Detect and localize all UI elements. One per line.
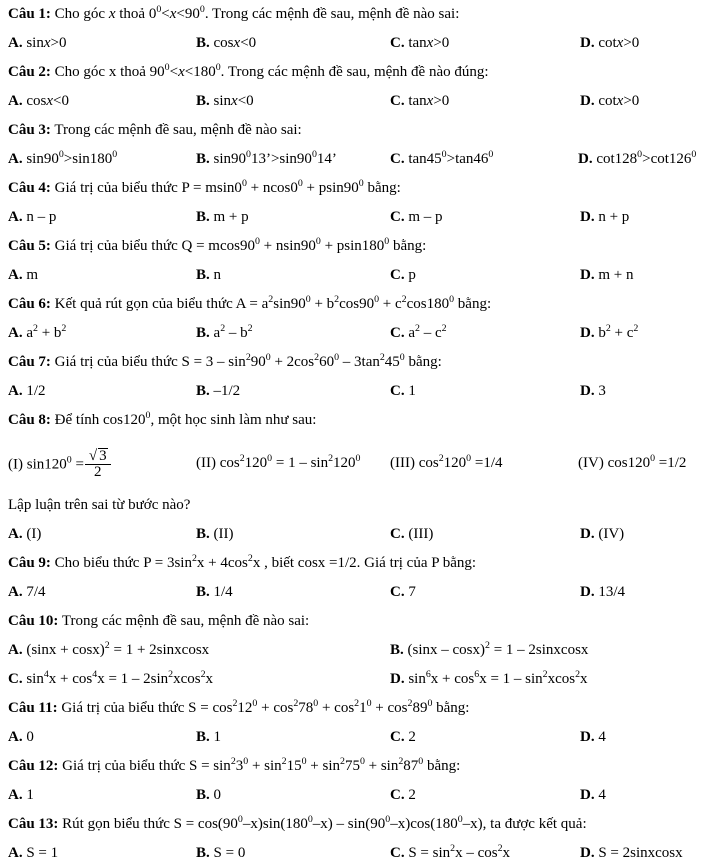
question-line-cau-4 [0, 174, 718, 203]
options-row-cau-7 [0, 377, 718, 406]
options-row-cau-9 [0, 578, 718, 607]
option-cau-4-d[interactable]: D. n + p [580, 209, 630, 225]
step-ii: (II) $\cos^2120^0 = 1 - \sin^2120^0$ [196, 453, 361, 471]
question-label: Câu 13: [8, 816, 59, 832]
question-line-cau-11 [0, 694, 718, 723]
question-line-cau-10 [0, 607, 718, 636]
option-cau-11-b[interactable]: B. 1 [196, 729, 222, 745]
question-label: Câu 12: [8, 758, 59, 774]
option-cau-12-b[interactable]: B. 0 [196, 787, 222, 803]
option-cau-12-d[interactable]: D. 4 [580, 787, 606, 803]
option-cau-2-a[interactable]: A. cosx<0 [8, 93, 69, 109]
option-cau-3-b[interactable]: B. $\sin 90^013’>\sin 90^014$’ [196, 149, 337, 167]
options-row-cau-13 [0, 839, 718, 868]
option-cau-2-d[interactable]: D. cotx>0 [580, 93, 640, 109]
option-cau-8-a[interactable]: A. (I) [8, 526, 42, 542]
option-cau-6-b[interactable]: B. $a^2 - b^2$ [196, 323, 253, 341]
option-cau-9-c[interactable]: C. 7 [390, 584, 416, 600]
option-cau-4-b[interactable]: B. m + p [196, 209, 249, 225]
options-row-cau-12 [0, 781, 718, 810]
option-cau-13-c[interactable]: C. $S = \sin^2x - \cos^2x$ [390, 843, 511, 861]
question-label: Câu 7: [8, 354, 51, 370]
option-cau-7-b[interactable]: B. –1/2 [196, 383, 241, 399]
option-cau-3-a[interactable]: A. $\sin 90^0>\sin 180^0$ [8, 149, 118, 167]
option-cau-9-b[interactable]: B. 1/4 [196, 584, 233, 600]
option-cau-5-c[interactable]: C. p [390, 267, 416, 283]
followup-question-cau-8: Lập luận trên sai từ bước nào? [8, 497, 191, 513]
option-cau-7-d[interactable]: D. 3 [580, 383, 606, 399]
question-text: Cho góc x thoả $90^0<x<180^0$. Trong các mệnh đề sau, mệnh đề nào đúng: [54, 62, 489, 80]
question-line-cau-3 [0, 116, 718, 145]
options-row-cau-10-bottom [0, 665, 718, 694]
option-cau-10-d[interactable]: D. $\sin^6x + \cos^6x = 1 - \sin^2xcos^2x$ [390, 669, 588, 687]
option-cau-4-c[interactable]: C. m – p [390, 209, 443, 225]
step-i: (I) $\sin 120^0$ = $\frac{√ 3}{2}$ [8, 449, 112, 482]
option-cau-13-d[interactable]: D. S = 2sinxcosx [580, 845, 683, 861]
option-cau-13-a[interactable]: A. S = 1 [8, 845, 59, 861]
question-text: Cho biểu thức $P = 3\sin^2x + 4\cos^2x$ , biết cosx =1/2. Giá trị của P bằng: [54, 553, 477, 571]
question-text: Kết quả rút gọn của biểu thức $A = a^2\sin 90^0 + b^2\cos 90^0 + c^2\cos 180^0$ bằng: [54, 294, 492, 312]
option-cau-1-a[interactable]: A. sinx>0 [8, 35, 67, 51]
option-cau-12-c[interactable]: C. 2 [390, 787, 416, 803]
question-line-cau-2 [0, 58, 718, 87]
question-text: Giá trị của biểu thức $S = \sin^23^0 + \sin^215^0 + \sin^275^0 + \sin^287^0$ bằng: [62, 756, 461, 774]
option-cau-6-d[interactable]: D. $b^2 + c^2$ [580, 323, 639, 341]
option-cau-8-b[interactable]: B. (II) [196, 526, 234, 542]
option-cau-1-d[interactable]: D. cotx>0 [580, 35, 640, 51]
question-label: Câu 2: [8, 64, 51, 80]
question-line-cau-13 [0, 810, 718, 839]
option-cau-4-a[interactable]: A. n – p [8, 209, 57, 225]
question-label: Câu 1: [8, 6, 51, 22]
option-cau-11-c[interactable]: C. 2 [390, 729, 416, 745]
options-row-cau-8 [0, 520, 718, 549]
option-cau-2-c[interactable]: C. tanx>0 [390, 93, 450, 109]
option-cau-13-b[interactable]: B. S = 0 [196, 845, 246, 861]
options-row-cau-11 [0, 723, 718, 752]
options-row-cau-10-top [0, 636, 718, 665]
question-label: Câu 11: [8, 700, 58, 716]
options-row-cau-3 [0, 145, 718, 174]
option-cau-5-a[interactable]: A. m [8, 267, 39, 283]
option-cau-10-b[interactable]: B. (sinx – cosx)$^2$ = 1 – 2sinxcosx [390, 640, 589, 658]
question-line-cau-1 [0, 0, 718, 29]
option-cau-3-c[interactable]: C. $\tan 45^0>\tan 46^0$ [390, 149, 494, 167]
option-cau-8-d[interactable]: D. (IV) [580, 526, 625, 542]
question-text: Trong các mệnh đề sau, mệnh đề nào sai: [54, 122, 302, 138]
option-cau-7-a[interactable]: A. 1/2 [8, 383, 46, 399]
options-row-cau-5 [0, 261, 718, 290]
question-text: Giá trị của biểu thức $Q = mcos90^0 + nsin90^0 + psin180^0$ bằng: [54, 236, 427, 254]
option-cau-10-a[interactable]: A. $(\sin x + \cos x)^2 = 1$ + 2sinxcosx [8, 640, 210, 658]
question-line-cau-6 [0, 290, 718, 319]
option-cau-5-d[interactable]: D. m + n [580, 267, 634, 283]
step-iv: (IV) $\cos 120^0 =1/2$ [578, 453, 687, 471]
question-label: Câu 10: [8, 613, 59, 629]
question-text: Trong các mệnh đề sau, mệnh đề nào sai: [61, 613, 310, 629]
option-cau-1-c[interactable]: C. tanx>0 [390, 35, 450, 51]
option-cau-5-b[interactable]: B. n [196, 267, 222, 283]
question-text: Để tính $\cos 120^0$, một học sinh làm như sau: [54, 410, 317, 428]
options-row-cau-4 [0, 203, 718, 232]
question-line-cau-9 [0, 549, 718, 578]
question-text: Cho góc x thoả $0^0<x<90^0$. Trong các mệnh đề sau, mệnh đề nào sai: [54, 4, 460, 22]
step-iii: (III) $\cos^2120^0 =1/4$ [390, 453, 503, 471]
question-label: Câu 5: [8, 238, 51, 254]
option-cau-11-a[interactable]: A. 0 [8, 729, 34, 745]
option-cau-8-c[interactable]: C. (III) [390, 526, 434, 542]
option-cau-12-a[interactable]: A. 1 [8, 787, 34, 803]
question-label: Câu 8: [8, 412, 51, 428]
question-label: Câu 4: [8, 180, 51, 196]
option-cau-2-b[interactable]: B. sinx<0 [196, 93, 254, 109]
question-line-cau-12 [0, 752, 718, 781]
question-label: Câu 9: [8, 555, 51, 571]
options-row-cau-6 [0, 319, 718, 348]
question-line-cau-5 [0, 232, 718, 261]
option-cau-11-d[interactable]: D. 4 [580, 729, 606, 745]
options-row-cau-1 [0, 29, 718, 58]
option-cau-9-d[interactable]: D. 13/4 [580, 584, 626, 600]
fraction-sqrt3-over-2: $\frac{√ 3}{2}$ [85, 448, 111, 481]
option-cau-6-a[interactable]: A. $a^2 + b^2$ [8, 323, 67, 341]
question-label: Câu 6: [8, 296, 51, 312]
question-text: Rút gọn biểu thức $S = \cos(90^0-x)\sin(180^0-x) - \sin(90^0-x)\cos(180^0-x)$, ta được kết quả: [62, 814, 587, 832]
question-line-cau-8 [0, 406, 718, 435]
question-line-cau-7 [0, 348, 718, 377]
option-cau-3-d[interactable]: D. $\cot 128^0>\cot 126^0$ [578, 149, 697, 167]
question-text: Giá trị của biểu thức $S = \cos^212^0 + \cos^278^0 + \cos^21^0 + \cos^289^0$ bằng: [61, 698, 470, 716]
option-cau-7-c[interactable]: C. 1 [390, 383, 416, 399]
option-cau-6-c[interactable]: C. $a^2 - c^2$ [390, 323, 447, 341]
option-cau-1-b[interactable]: B. cosx<0 [196, 35, 257, 51]
worked-steps-cau-8 [0, 435, 718, 491]
option-cau-10-c[interactable]: C. $\sin^4x + \cos^4x = 1 - 2\sin^2xcos^2x$ [8, 669, 214, 687]
question-text: Giá trị của biểu thức $P = msin0^0 + ncos0^0 + psin90^0$ bằng: [54, 178, 401, 196]
question-text: Giá trị của biểu thức $S = 3 - \sin^290^0 + 2\cos^260^0 - 3\tan^245^0$ bằng: [54, 352, 442, 370]
question-label: Câu 3: [8, 122, 51, 138]
option-cau-9-a[interactable]: A. 7/4 [8, 584, 46, 600]
options-row-cau-2 [0, 87, 718, 116]
